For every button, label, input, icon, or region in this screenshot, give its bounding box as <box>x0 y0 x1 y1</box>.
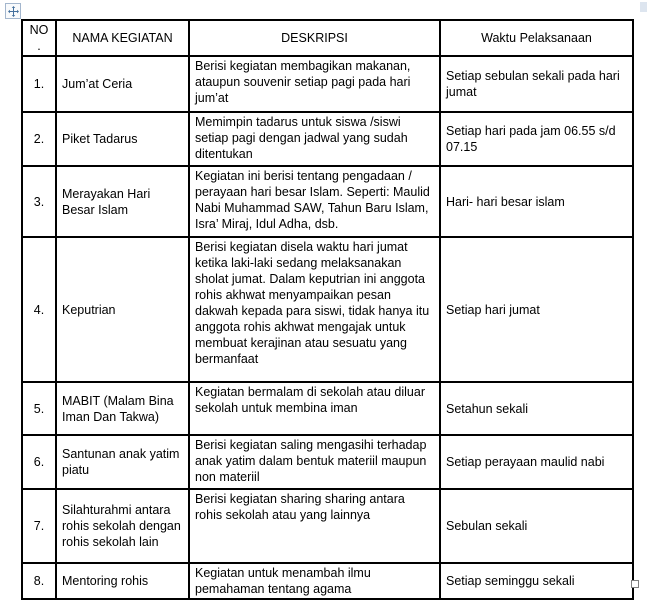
cell-nama-kegiatan[interactable]: Silahturahmi antara rohis sekolah dengan rohis sekolah lain <box>56 489 189 563</box>
header-row <box>22 20 633 56</box>
clipped-edge-icon <box>640 2 647 12</box>
cell-waktu-pelaksanaan[interactable]: Hari- hari besar islam <box>440 166 633 237</box>
cell-no[interactable]: 1. <box>22 56 56 112</box>
move-cross-icon <box>8 6 19 17</box>
cell-no[interactable]: 3. <box>22 166 56 237</box>
column-header-deskripsi[interactable]: DESKRIPSI <box>189 20 440 56</box>
table-row <box>22 112 633 166</box>
cell-deskripsi[interactable]: Berisi kegiatan membagikan makanan, ataupun souvenir setiap pagi pada hari jum’at <box>189 56 440 112</box>
cell-deskripsi[interactable]: Kegiatan untuk menambah ilmu pemahaman tentang agama <box>189 563 440 599</box>
cell-nama-kegiatan[interactable]: MABIT (Malam Bina Iman Dan Takwa) <box>56 382 189 435</box>
cell-nama-kegiatan[interactable]: Merayakan Hari Besar Islam <box>56 166 189 237</box>
cell-waktu-pelaksanaan[interactable]: Sebulan sekali <box>440 489 633 563</box>
cell-nama-kegiatan[interactable]: Santunan anak yatim piatu <box>56 435 189 489</box>
cell-waktu-pelaksanaan[interactable]: Setiap hari pada jam 06.55 s/d 07.15 <box>440 112 633 166</box>
cell-no[interactable]: 6. <box>22 435 56 489</box>
cell-nama-kegiatan[interactable]: Mentoring rohis <box>56 563 189 599</box>
cell-deskripsi[interactable]: Berisi kegiatan disela waktu hari jumat ketika laki-laki sedang melaksanakan sholat jumat. Dalam keputrian ini anggota rohis akhwat menyampaikan pesan dakwah kepada para siswi, tidak hanya itu anggota rohis akhwat mengajak untuk membuat kerajinan atau sesuatu yang bermanfaat <box>189 237 440 382</box>
cell-no[interactable]: 5. <box>22 382 56 435</box>
cell-no[interactable]: 4. <box>22 237 56 382</box>
table-row <box>22 489 633 563</box>
cell-no[interactable]: 8. <box>22 563 56 599</box>
cell-deskripsi[interactable]: Berisi kegiatan saling mengasihi terhadap anak yatim dalam bentuk materiil maupun non materiil <box>189 435 440 489</box>
cell-waktu-pelaksanaan[interactable]: Setiap perayaan maulid nabi <box>440 435 633 489</box>
table-row <box>22 166 633 237</box>
kegiatan-table <box>21 19 634 600</box>
cell-deskripsi[interactable]: Memimpin tadarus untuk siswa /siswi setiap pagi dengan jadwal yang sudah ditentukan <box>189 112 440 166</box>
cell-deskripsi[interactable]: Kegiatan ini berisi tentang pengadaan / perayaan hari besar Islam. Seperti: Maulid Nabi Muhammad SAW, Tahun Baru Islam, Isra’ Miraj, Idul Adha, dsb. <box>189 166 440 237</box>
cell-no[interactable]: 2. <box>22 112 56 166</box>
table-row <box>22 382 633 435</box>
cell-waktu-pelaksanaan[interactable]: Setiap sebulan sekali pada hari jumat <box>440 56 633 112</box>
cell-nama-kegiatan[interactable]: Piket Tadarus <box>56 112 189 166</box>
table-row <box>22 237 633 382</box>
cell-nama-kegiatan[interactable]: Keputrian <box>56 237 189 382</box>
cell-no[interactable]: 7. <box>22 489 56 563</box>
table-move-handle[interactable] <box>5 3 21 19</box>
column-header-waktu-pelaksanaan[interactable]: Waktu Pelaksanaan <box>440 20 633 56</box>
table-resize-handle[interactable] <box>631 580 639 588</box>
cell-waktu-pelaksanaan[interactable]: Setiap seminggu sekali <box>440 563 633 599</box>
cell-nama-kegiatan[interactable]: Jum’at Ceria <box>56 56 189 112</box>
cell-deskripsi[interactable]: Kegiatan bermalam di sekolah atau diluar sekolah untuk membina iman <box>189 382 440 435</box>
table-row <box>22 56 633 112</box>
cell-waktu-pelaksanaan[interactable]: Setahun sekali <box>440 382 633 435</box>
column-header-nama-kegiatan[interactable]: NAMA KEGIATAN <box>56 20 189 56</box>
cell-waktu-pelaksanaan[interactable]: Setiap hari jumat <box>440 237 633 382</box>
cell-deskripsi[interactable]: Berisi kegiatan sharing sharing antara rohis sekolah atau yang lainnya <box>189 489 440 563</box>
table-row <box>22 563 633 599</box>
column-header-no[interactable]: NO. <box>22 20 56 56</box>
table-row <box>22 435 633 489</box>
